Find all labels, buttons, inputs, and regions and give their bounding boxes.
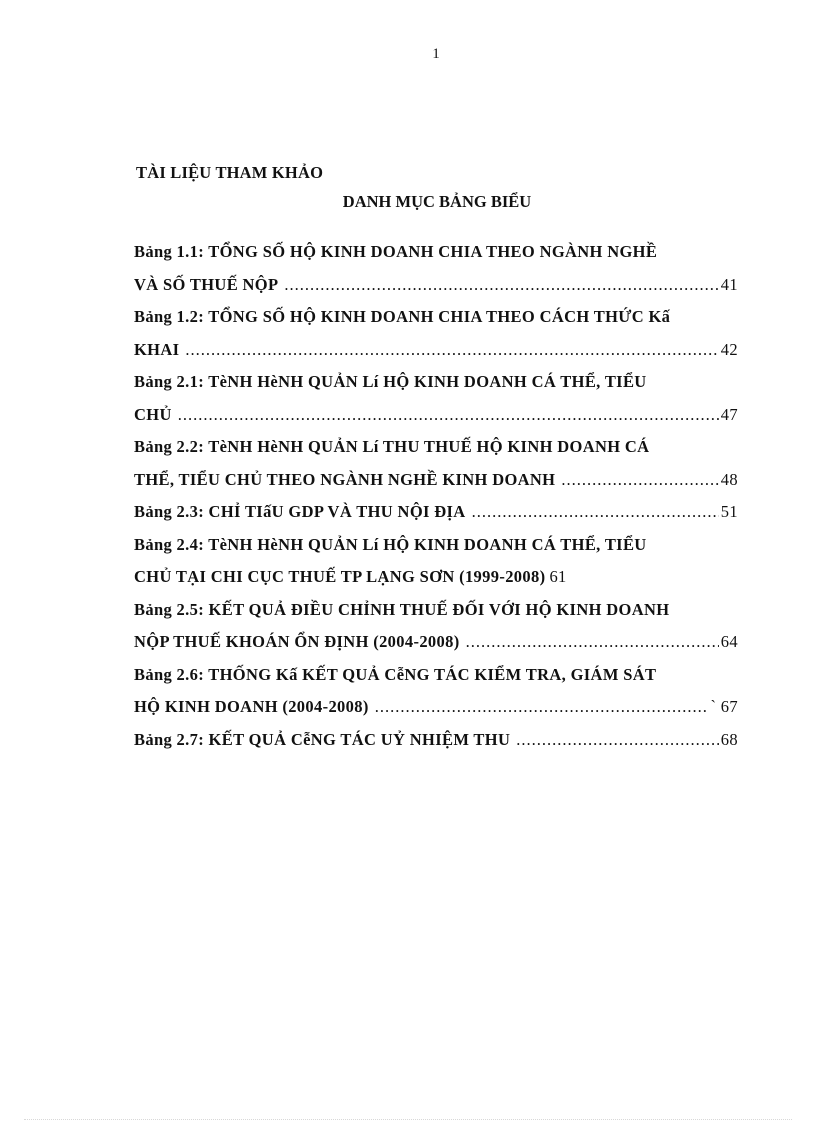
toc-entry[interactable] [134, 431, 738, 496]
page-number: 1 [432, 46, 440, 62]
toc-page-number: 68 [720, 729, 738, 749]
toc-entry[interactable] [134, 236, 738, 301]
toc-page-number: 51 [720, 502, 738, 521]
toc-entry-title: Bảng 2.7: KẾT QUẢ CễNG TÁC UỶ NHIỆM THU [134, 729, 511, 749]
toc-entry-title: Bảng 2.1: TèNH HèNH QUẢN Lí HỘ KINH DOANH CÁ THỂ, TIỂU [134, 372, 647, 391]
toc-page-number: 41 [720, 274, 738, 294]
toc-entry-title: Bảng 2.3: CHỈ TIấU GDP VÀ THU NỘI ĐỊA [134, 502, 466, 521]
toc-entry[interactable] [134, 529, 738, 594]
toc-page-number: 64 [720, 632, 738, 651]
dot-leader [472, 496, 719, 529]
table-of-tables [134, 236, 738, 756]
toc-entry-title-cont: CHỦ [134, 404, 172, 424]
toc-entry-title-cont: CHỦ TẠI CHI CỤC THUẾ TP LẠNG SƠN (1999-2008) [134, 567, 546, 586]
toc-entry-title-cont: THỂ, TIỂU CHỦ THEO NGÀNH NGHỀ KINH DOANH [134, 469, 556, 489]
toc-entry[interactable] [134, 496, 738, 529]
toc-page-number: 47 [720, 404, 738, 424]
page-bottom-divider [24, 1119, 792, 1120]
toc-entry-title: Bảng 1.2: TỔNG SỐ HỘ KINH DOANH CHIA THEO CÁCH THỨC Kấ [134, 307, 671, 326]
toc-page-number: 42 [720, 339, 738, 359]
toc-entry-title: Bảng 1.1: TỔNG SỐ HỘ KINH DOANH CHIA THEO NGÀNH NGHỀ [134, 242, 658, 261]
dot-leader [516, 724, 719, 757]
toc-entry-title: Bảng 2.5: KẾT QUẢ ĐIỀU CHỈNH THUẾ ĐỐI VỚI HỘ KINH DOANH [134, 599, 670, 619]
toc-page-number: ` 67 [710, 697, 738, 716]
toc-entry[interactable] [134, 366, 738, 431]
dot-leader [466, 626, 719, 659]
toc-entry[interactable] [134, 724, 738, 757]
toc-entry-title: Bảng 2.2: TèNH HèNH QUẢN Lí THU THUẾ HỘ KINH DOANH CÁ [134, 437, 650, 456]
toc-entry[interactable] [134, 594, 738, 659]
dot-leader [178, 399, 719, 432]
references-heading: TÀI LIỆU THAM KHẢO [136, 163, 324, 182]
toc-entry-title: Bảng 2.4: TèNH HèNH QUẢN Lí HỘ KINH DOANH CÁ THỂ, TIỂU [134, 534, 647, 554]
toc-page-number: 61 [549, 567, 567, 586]
toc-page-number: 48 [720, 469, 738, 489]
toc-entry[interactable] [134, 659, 738, 724]
toc-entry-title: Bảng 2.6: THỐNG Kấ KẾT QUẢ CễNG TÁC KIỂM TRA, GIÁM SÁT [134, 664, 657, 684]
toc-entry-title-cont: HỘ KINH DOANH (2004-2008) [134, 697, 369, 716]
dot-leader [375, 691, 709, 724]
dot-leader [185, 334, 718, 367]
dot-leader [284, 269, 718, 302]
toc-entry[interactable] [134, 301, 738, 366]
toc-entry-title-cont: KHAI [134, 339, 180, 359]
toc-entry-title-cont: VÀ SỐ THUẾ NỘP [134, 274, 279, 294]
tables-list-title: DANH MỤC BẢNG BIỂU [342, 192, 532, 211]
toc-entry-title-cont: NỘP THUẾ KHOÁN ỔN ĐỊNH (2004-2008) [134, 632, 460, 651]
dot-leader [561, 464, 718, 497]
